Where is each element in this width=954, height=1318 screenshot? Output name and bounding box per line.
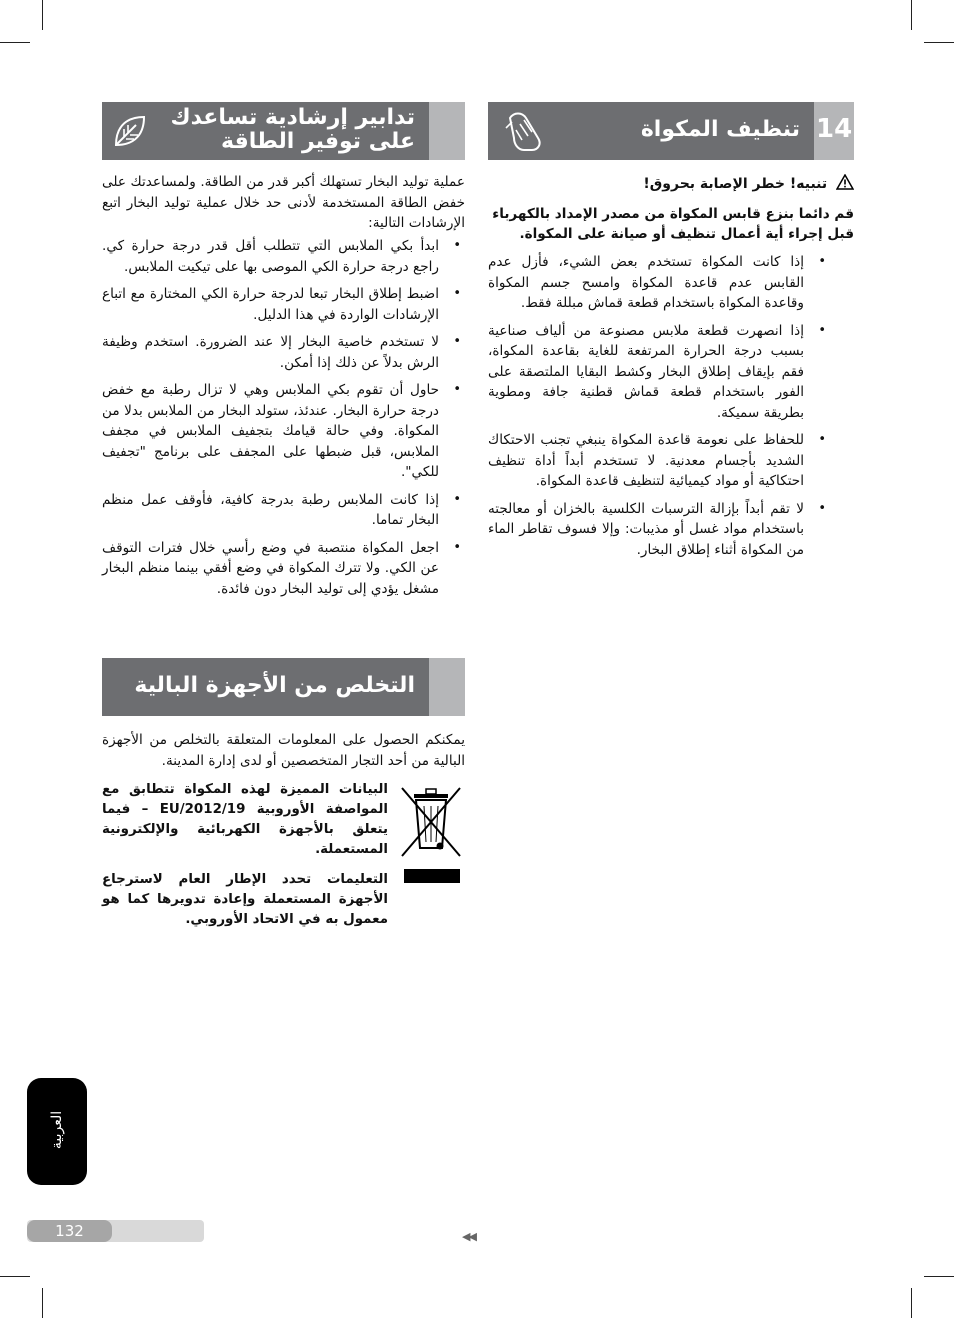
warning-triangle-icon [836,174,854,190]
list-item: • للحفاظ على نعومة قاعدة المكواة ينبغي تجنب الاحتكاك الشديد بأجسام معدنية. لا تستخدم أبداً أداة تنظيف احتكاكية أو مواد كيميائية لتنظيف قاعدة المكواة. [488,430,830,492]
list-item: • إذا كانت المكواة تستخدم بعض الشيء، فأزل عدم القابس عدم قاعدة المكواة وامسح جسم المكواة وقاعدة المكواة باستخدام قطعة قماش مبللة فقط. [488,252,830,314]
language-label: العربية [49,1110,65,1150]
warning-title: تنبيه! خطر الإصابة بحروق! [488,174,854,194]
header-tab [429,658,465,716]
crop-mark [911,0,912,30]
weee-text: البيانات المميزة لهذه المكواة تتطابق مع المواصفة الأوروبية EU/2012/19 – فيما يتعلق بالأجهزة الكهربائية والإلكترونية المستعملة. [102,782,388,857]
list-item: • إذا انصهرت قطعة ملابس مصنوعة من ألياف صناعية بسبب درجة الحرارة المرتفعة للغاية بقاعدة المكواة، فقم بإيقاف إطلاق البخار وكشط البقايا الملتصقة على الفور باستخدام قطعة قماش قطنية جافة ومطوية بطريقة سميكة. [488,321,830,424]
crop-mark [911,1288,912,1318]
nav-arrows-icon: ◀◀ [462,1230,475,1243]
list-item: • اضبط إطلاق البخار تبعا لدرجة حرارة الكي المختارة مع اتباع الإرشادات الواردة في هذا الدليل. [102,284,465,325]
crop-mark [0,42,30,43]
energy-tips-list [102,236,465,606]
disposal-title: التخلص من الأجهزة البالية [134,673,415,698]
crop-mark [924,42,954,43]
crop-mark [0,1276,30,1277]
weee-bar [404,869,460,883]
disposal-intro: يمكنكم الحصول على المعلومات المتعلقة بالتخلص من الأجهزة البالية من أحد التجار المتخصصين أو لدى إدارة المدينة. [102,732,465,769]
energy-header [102,102,465,160]
energy-intro: عملية توليد البخار تستهلك أكبر قدر من الطاقة. ولمساعدتك على خفض الطاقة المستخدمة لأدنى حد خلال عملية توليد البخار اتبع الإرشادات التالية: [102,174,465,231]
crop-mark [924,1276,954,1277]
list-item: • حاول أن تقوم بكي الملابس وهي لا تزال رطبة مع خفض درجة حرارة البخار. عندئذ، ستولد البخار من الملابس بدلا من المكواة. وفي حالة قيامك بتجفيف الملابس في مجفف الملابس، قبل ضبطها على المجفف على برنامج "تجفيف للكي". [102,380,465,483]
header-tab [429,102,465,160]
list-item: • إذا كانت الملابس رطبة بدرجة كافية، فأوقف عمل منظم البخار تماما. [102,490,465,531]
page-number: 132 [27,1220,112,1242]
crossed-out-bin-icon [400,786,462,858]
hand-cleaning-icon [502,108,552,154]
energy-title: تدابير إرشادية تساعدك على توفير الطاقة [170,105,415,154]
crop-mark [42,0,43,30]
section14-title: تنظيف المكواة [640,117,800,142]
directive-text: التعليمات تحدد الإطار العام لاسترجاع الأجهزة المستعملة وإعادة تدويرها كما هو معمول به في الاتحاد الأوروبي. [102,872,388,927]
cleaning-list [488,252,830,567]
disposal-header [102,658,465,716]
list-item: • اجعل المكواة منتصبة في وضع رأسي خلال فترات التوقف عن الكي. ولا تترك المكواة في وضع أفقي بينما منظم البخار مشغل يؤدي إلى توليد البخار دون فائدة. [102,538,465,600]
warning-text: قم دائما بنزع قابس المكواة من مصدر الإمداد بالكهرباء قبل إجراء أية أعمال تنظيف أو صيانة على المكواة. [492,206,854,242]
section14-header [488,102,854,160]
crop-mark [42,1288,43,1318]
language-tab [27,1078,87,1185]
section-number: 14 [816,114,853,144]
list-item: • ابدأ بكي الملابس التي تتطلب أقل قدر درجة حرارة كي. راجع درجة حرارة الكي الموصى بها على تيكيت الملابس. [102,236,465,277]
list-item: • لا تقم أبداً بإزالة الترسبات الكلسية بالخزان أو معالجته باستخدام مواد غسل أو مذيبات: وإلا فسوف تقاطر الماء من المكواة أثناء إطلاق البخار. [488,499,830,561]
list-item: • لا تستخدم خاصية البخار إلا عند الضرورة. استخدم وظيفة الرش بدلاً عن ذلك إذا أمكن. [102,332,465,373]
leaf-icon [110,111,150,151]
